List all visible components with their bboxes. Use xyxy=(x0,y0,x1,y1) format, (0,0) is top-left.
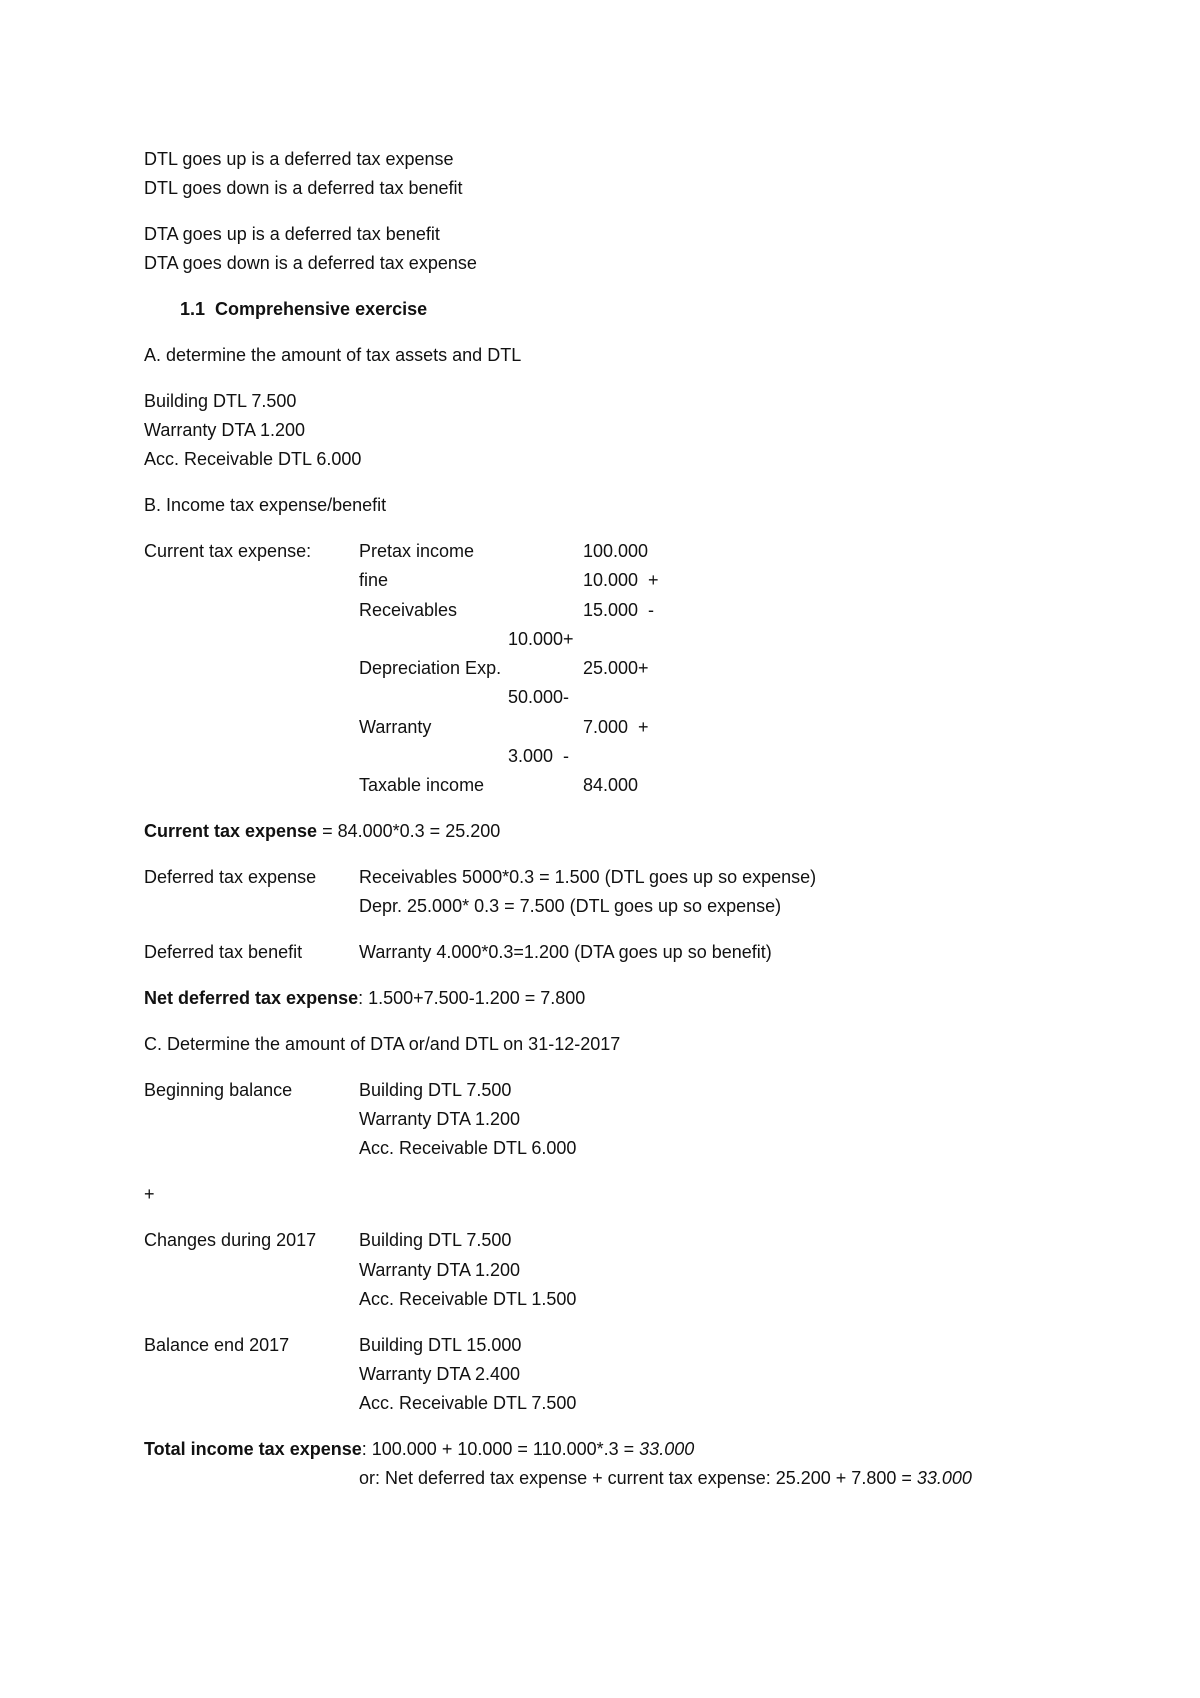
section-a-line: Building DTL 7.500 xyxy=(144,391,297,411)
calc-row-label: Warranty xyxy=(359,717,432,737)
changes-line: Building DTL 7.500 xyxy=(359,1230,512,1250)
net-deferred-formula xyxy=(144,987,585,1009)
rule-dtl-down: DTL goes down is a deferred tax benefit xyxy=(144,178,463,198)
section-a-title: A. determine the amount of tax assets and DTL xyxy=(144,345,522,365)
deferred-benefit-label: Deferred tax benefit xyxy=(144,942,303,962)
net-deferred-label: Net deferred tax expense xyxy=(144,988,359,1008)
calc-row-value: 25.000+ xyxy=(583,658,649,678)
deferred-expense-line: Depr. 25.000* 0.3 = 7.500 (DTL goes up so expense) xyxy=(359,896,782,916)
rule-dta-down: DTA goes down is a deferred tax expense xyxy=(144,253,477,273)
calc-row-label: fine xyxy=(359,570,389,590)
beginning-balance-line: Acc. Receivable DTL 6.000 xyxy=(359,1138,577,1158)
total-income-tax-calc: : 100.000 + 10.000 = 110.000*.3 = xyxy=(361,1439,640,1459)
beginning-balance-line: Warranty DTA 1.200 xyxy=(359,1109,521,1129)
total-income-tax-alt-calc: or: Net deferred tax expense + current tax expense: 25.200 + 7.800 = xyxy=(359,1468,917,1488)
total-income-tax-result: 33.000 xyxy=(639,1439,695,1459)
rule-dta-up: DTA goes up is a deferred tax benefit xyxy=(144,224,440,244)
calc-row-label: Taxable income xyxy=(359,775,485,795)
current-tax-label: Current tax expense: xyxy=(144,541,312,561)
balance-end-label: Balance end 2017 xyxy=(144,1335,290,1355)
beginning-balance-label: Beginning balance xyxy=(144,1080,293,1100)
current-tax-formula-value: = 84.000*0.3 = 25.200 xyxy=(317,821,501,841)
deferred-benefit-line: Warranty 4.000*0.3=1.200 (DTA goes up so benefit) xyxy=(359,942,772,962)
current-tax-formula xyxy=(144,820,500,842)
calc-row-mid-value: 50.000- xyxy=(508,687,570,707)
deferred-expense-label: Deferred tax expense xyxy=(144,867,317,887)
calc-row-value: 7.000 + xyxy=(583,717,649,737)
plus-sign: + xyxy=(144,1184,155,1204)
rule-dtl-up: DTL goes up is a deferred tax expense xyxy=(144,149,454,169)
total-income-tax-alt xyxy=(359,1467,972,1489)
current-tax-formula-label: Current tax expense xyxy=(144,821,318,841)
balance-end-line: Building DTL 15.000 xyxy=(359,1335,522,1355)
calc-row-value: 84.000 xyxy=(583,775,639,795)
calc-row-value: 10.000 + xyxy=(583,570,659,590)
calc-row-label: Pretax income xyxy=(359,541,475,561)
calc-row-value: 100.000 xyxy=(583,541,649,561)
beginning-balance-line: Building DTL 7.500 xyxy=(359,1080,512,1100)
changes-label: Changes during 2017 xyxy=(144,1230,317,1250)
section-heading: 1.1 Comprehensive exercise xyxy=(180,299,428,319)
total-income-tax-label: Total income tax expense xyxy=(144,1439,362,1459)
deferred-expense-line: Receivables 5000*0.3 = 1.500 (DTL goes up so expense) xyxy=(359,867,817,887)
section-a-line: Acc. Receivable DTL 6.000 xyxy=(144,449,362,469)
section-a-line: Warranty DTA 1.200 xyxy=(144,420,306,440)
changes-line: Acc. Receivable DTL 1.500 xyxy=(359,1289,577,1309)
total-income-tax-formula xyxy=(144,1438,694,1460)
calc-row-label: Depreciation Exp. xyxy=(359,658,502,678)
section-c-title: C. Determine the amount of DTA or/and DTL on 31-12-2017 xyxy=(144,1034,621,1054)
calc-row-mid-value: 3.000 - xyxy=(508,746,570,766)
balance-end-line: Warranty DTA 2.400 xyxy=(359,1364,521,1384)
section-b-title: B. Income tax expense/benefit xyxy=(144,495,387,515)
calc-row-label: Receivables xyxy=(359,600,458,620)
total-income-tax-alt-result: 33.000 xyxy=(916,1468,972,1488)
calc-row-value: 15.000 - xyxy=(583,600,655,620)
calc-row-mid-value: 10.000+ xyxy=(508,629,574,649)
changes-line: Warranty DTA 1.200 xyxy=(359,1260,521,1280)
balance-end-line: Acc. Receivable DTL 7.500 xyxy=(359,1393,577,1413)
net-deferred-value: : 1.500+7.500-1.200 = 7.800 xyxy=(358,988,586,1008)
